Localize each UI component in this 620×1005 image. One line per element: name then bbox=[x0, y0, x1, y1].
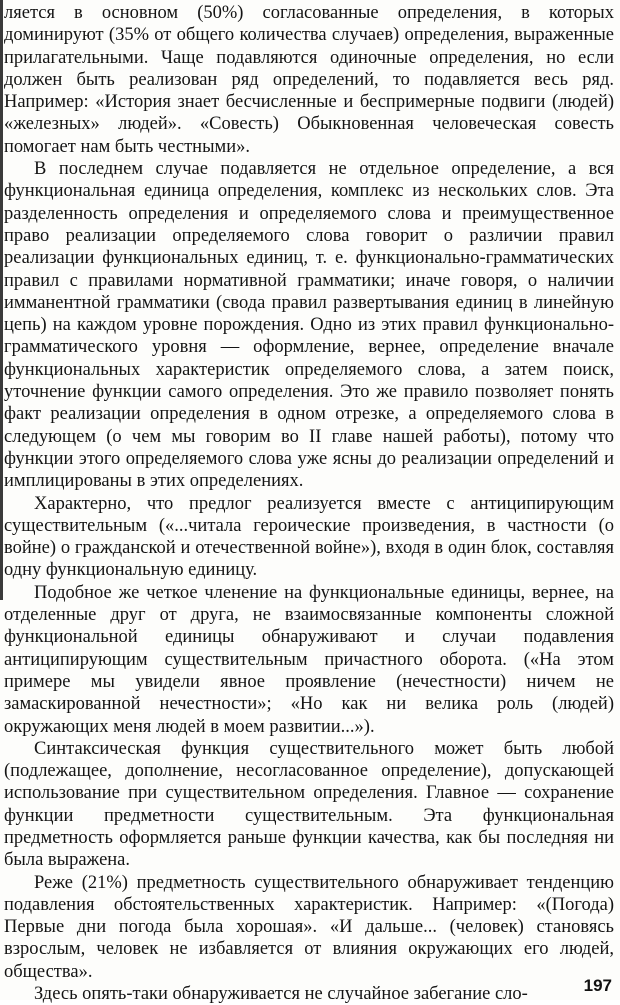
paragraph-7: Здесь опять-таки обнаруживается не случайное забегание сло- bbox=[34, 984, 528, 1005]
body-text bbox=[4, 2, 614, 1005]
paragraph-6: Реже (21%) предметность существительного обнаруживает тенденцию подавления обстоятельственных характеристик. Например: «(Погода) Первые дни погода была хорошая». «И дальше... (человек) становясь взрослым, человек не избавляется от влияния окружающих его людей, общества». bbox=[4, 872, 614, 982]
page-binding-edge bbox=[0, 0, 3, 600]
paragraph-4: Подобное же четкое членение на функциональные единицы, вернее, на отделенные друг от друга, не взаимосвязанные компоненты сложной функциональной единицы обнаруживают и случаи подавления антиципирующим существительным причастного оборота. («На этом примере мы увидели явное проявление (нечестности) ничем не замаскированной нечестности»; «Но как ни велика роль (людей) окружающих меня людей в моем развитии...»). bbox=[4, 582, 614, 737]
paragraph-3: Характерно, что предлог реализуется вместе с антиципирующим существительным («...читала героические произведения, в частности (о войне) о гражданской и отечественной войне»), входя в один блок, составляя одну функциональную единицу. bbox=[4, 493, 614, 581]
paragraph-2: В последнем случае подавляется не отдельное определение, а вся функциональная единица определения, комплекс из нескольких слов. Эта разделенность определения и определяемого слова и преимущественное право реализации определяемого слова говорит о различии правил реализации функциональных единиц, т. е. функционально-грамматических правил с правилами нормативной грамматики; иначе говоря, о наличии имманентной грамматики (свода правил развертывания единиц в линейную цепь) на каждом уровне порождения. Одно из этих правил функционально-грамматического уровня — оформление, вернее, определение вначале функциональных характеристик определяемого слова, а затем поиск, уточнение функции самого определения. Это же правило позволяет понять факт реализации определения в одном отрезке, а определяемого слова в следующем (о чем мы говорим во II главе нашей работы), потому что функции этого определяемого слова уже ясны до реализации определений и имплицированы в этих определениях. bbox=[4, 159, 614, 492]
paragraph-1: ляется в основном (50%) согласованные определения, в которых доминируют (35% от общего количества случаев) определения, выраженные прилагательными. Чаще подавляются одиночные определения, но если должен быть реализован ряд определений, то подавляется весь ряд. Например: «История знает бесчисленные и беспримерные подвиги (людей) «железных» людей». «Совесть) Обыкновенная человеческая совесть помогает нам быть честными». bbox=[4, 3, 614, 157]
paragraph-5: Синтаксическая функция существительного может быть любой (подлежащее, дополнение, несогласованное определение), допускающей использование при существительном определения. Главное — сохранение функции предметности существительным. Эта функциональная предметность оформляется раньше функции качества, как бы последняя ни была выражена. bbox=[4, 738, 614, 871]
page-number: 197 bbox=[583, 976, 612, 995]
